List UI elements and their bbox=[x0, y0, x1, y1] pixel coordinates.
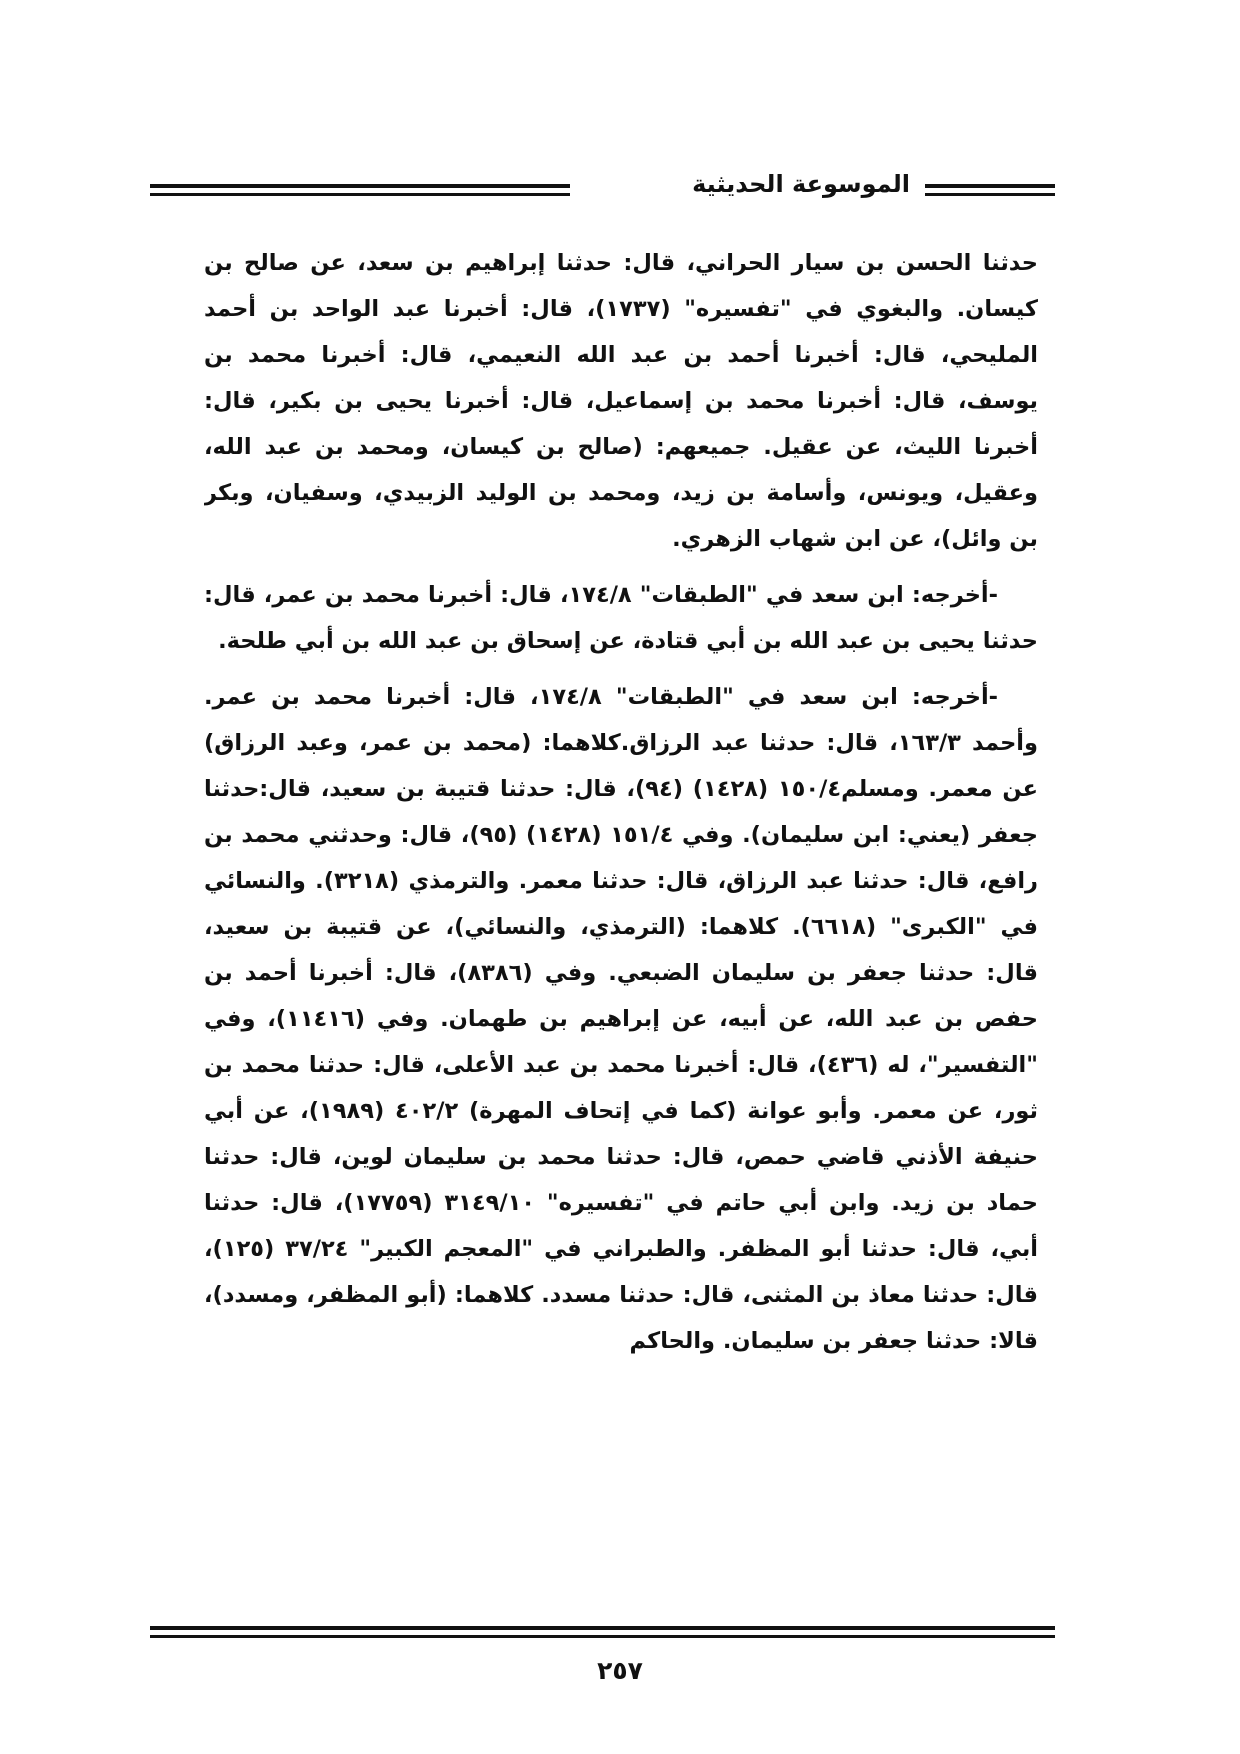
paragraph-gap bbox=[204, 664, 1038, 674]
header-title: الموسوعة الحديثية bbox=[692, 170, 910, 198]
paragraph-gap bbox=[204, 562, 1038, 572]
running-header bbox=[150, 170, 1055, 210]
footer-rule bbox=[150, 1626, 1055, 1638]
header-rule-right bbox=[925, 184, 1055, 196]
page-body bbox=[204, 240, 1038, 1600]
page-number: ٢٥٧ bbox=[597, 1656, 643, 1685]
paragraph-3: -أخرجه: ابن سعد في "الطبقات" ١٧٤/٨، قال: أخبرنا محمد بن عمر. وأحمد ١٦٣/٣، قال: حدثنا عبد الرزاق.كلاهما: (محمد بن عمر، وعبد الرزاق) عن معمر. ومسلم١٥٠/٤ (١٤٢٨) (٩٤)، قال: حدثنا قتيبة بن سعيد، قال:حدثنا جعفر (يعني: ابن سليمان). وفي ١٥١/٤ (١٤٢٨) (٩٥)، قال: وحدثني محمد بن رافع، قال: حدثنا عبد الرزاق، قال: حدثنا معمر. والترمذي (٣٢١٨). والنسائي في "الكبرى" (٦٦١٨). كلاهما: (الترمذي، والنسائي)، عن قتيبة بن سعيد، قال: حدثنا جعفر بن سليمان الضبعي. وفي (٨٣٨٦)، قال: أخبرنا أحمد بن حفص بن عبد الله، عن أبيه، عن إبراهيم بن طهمان. وفي (١١٤١٦)، وفي "التفسير"، له (٤٣٦)، قال: أخبرنا محمد بن عبد الأعلى، قال: حدثنا محمد بن ثور، عن معمر. وأبو عوانة (كما في إتحاف المهرة) ٤٠٢/٢ (١٩٨٩)، عن أبي حنيفة الأذني قاضي حمص، قال: حدثنا محمد بن سليمان لوين، قال: حدثنا حماد بن زيد. وابن أبي حاتم في "تفسيره" ٣١٤٩/١٠ (١٧٧٥٩)، قال: حدثنا أبي، قال: حدثنا أبو المظفر. والطبراني في "المعجم الكبير" ٣٧/٢٤ (١٢٥)، قال: حدثنا معاذ بن المثنى، قال: حدثنا مسدد. كلاهما: (أبو المظفر، ومسدد)، قالا: حدثنا جعفر بن سليمان. والحاكم bbox=[204, 684, 1038, 1354]
header-rule-left bbox=[150, 184, 570, 196]
paragraph-1: حدثنا الحسن بن سيار الحراني، قال: حدثنا إبراهيم بن سعد، عن صالح بن كيسان. والبغوي في "تفسيره" (١٧٣٧)، قال: أخبرنا عبد الواحد بن أحمد المليحي، قال: أخبرنا أحمد بن عبد الله النعيمي، قال: أخبرنا محمد بن يوسف، قال: أخبرنا محمد بن إسماعيل، قال: أخبرنا يحيى بن بكير، قال: أخبرنا الليث، عن عقيل. جميعهم: (صالح بن كيسان، ومحمد بن عبد الله، وعقيل، ويونس، وأسامة بن زيد، ومحمد بن الوليد الزبيدي، وسفيان، وبكر بن وائل)، عن ابن شهاب الزهري. bbox=[204, 250, 1038, 552]
paragraph-2: -أخرجه: ابن سعد في "الطبقات" ١٧٤/٨، قال: أخبرنا محمد بن عمر، قال: حدثنا يحيى بن عبد الله بن أبي قتادة، عن إسحاق بن عبد الله بن أبي طلحة. bbox=[204, 582, 1038, 654]
